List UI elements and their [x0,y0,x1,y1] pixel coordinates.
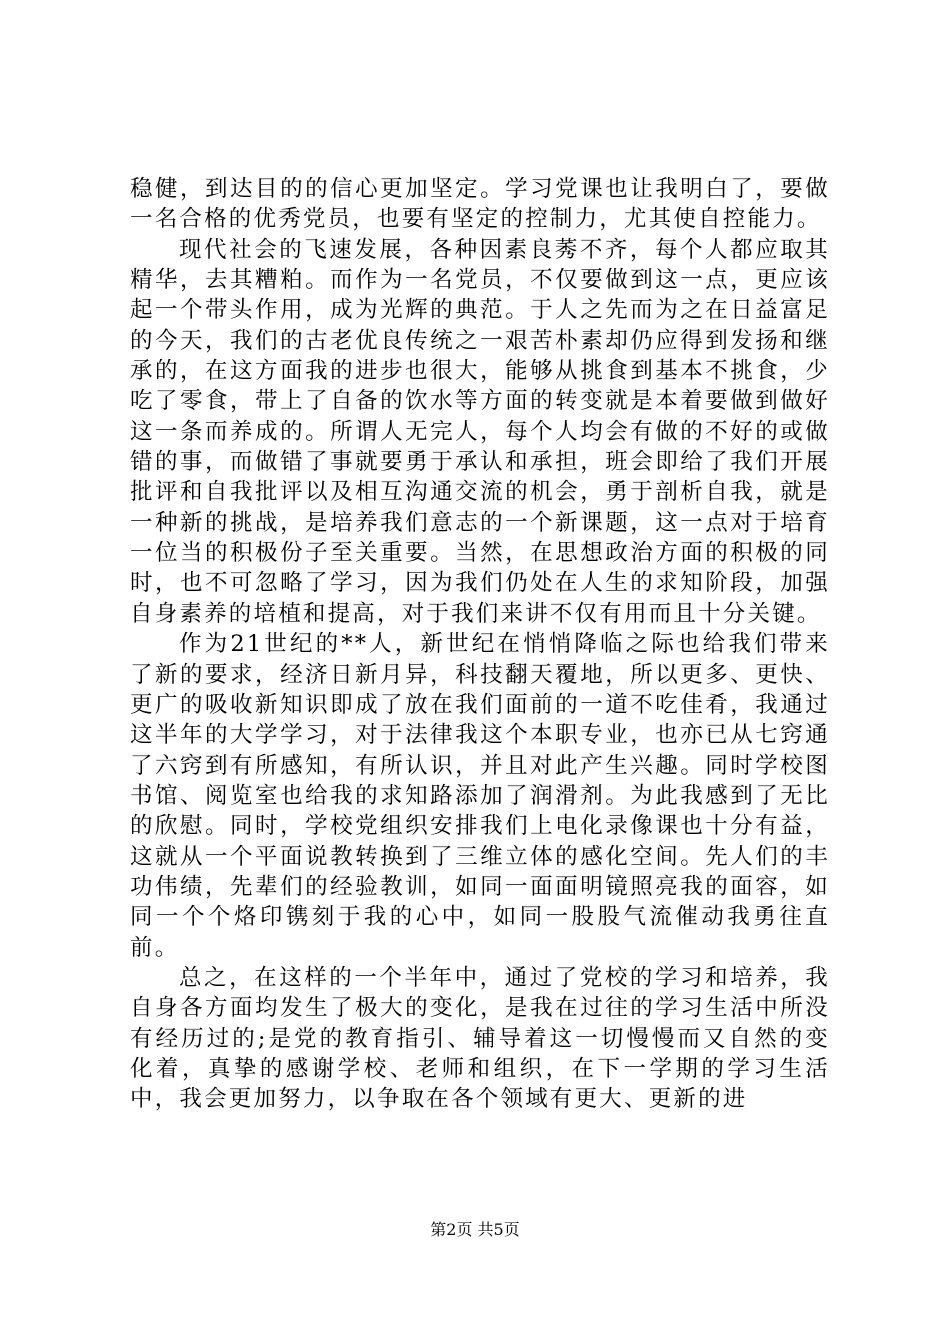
paragraph: 总之，在这样的一个半年中，通过了党校的学习和培养，我自身各方面均发生了极大的变化，是我在过往的学习生活中所没有经历过的;是党的教育指引、辅导着这一切慢慢而又自然的变化着，真挚的感谢学校、老师和组织，在下一学期的学习生活中，我会更加努力，以争取在各个领域有更大、更新的进 [130,964,830,1113]
paragraph-continued: 稳健，到达目的的信心更加坚定。学习党课也让我明白了，要做一名合格的优秀党员，也要有坚定的控制力，尤其使自控能力。 [130,176,830,233]
paragraph: 现代社会的飞速发展，各种因素良莠不齐，每个人都应取其精华，去其糟粕。而作为一名党员，不仅要做到这一点，更应该起一个带头作用，成为光辉的典范。于人之先而为之在日益富足的今天，我们的古老优良传统之一艰苦朴素却仍应得到发扬和继承的，在这方面我的进步也很大，能够从挑食到基本不挑食，少吃了零食，带上了自备的饮水等方面的转变就是本着要做到做好这一条而养成的。所谓人无完人，每个人均会有做的不好的或做错的事，而做错了事就要勇于承认和承担，班会即给了我们开展批评和自我批评以及相互沟通交流的机会，勇于剖析自我，就是一种新的挑战，是培养我们意志的一个新课题，这一点对于培育一位当的积极份子至关重要。当然，在思想政治方面的积极的同时，也不可忽略了学习，因为我们仍处在人生的求知阶段，加强自身素养的培植和提高，对于我们来讲不仅有用而且十分关键。 [130,236,830,627]
body-text [130,174,830,1115]
page-footer: 第2页 共5页 [430,1220,520,1239]
paragraph: 作为21世纪的**人，新世纪在悄悄降临之际也给我们带来了新的要求，经济日新月异，科技翻天覆地，所以更多、更快、更广的吸收新知识即成了放在我们面前的一道不吃佳肴，我通过这半年的大学学习，对于法律我这个本职专业，也亦已从七窍通了六窍到有所感知，有所认识，并且对此产生兴趣。同时学校图书馆、阅览室也给我的求知路添加了润滑剂。为此我感到了无比的欣慰。同时，学校党组织安排我们上电化录像课也十分有益，这就从一个平面说教转换到了三维立体的感化空间。先人们的丰功伟绩，先辈们的经验教训，如同一面面明镜照亮我的面容，如同一个个烙印镌刻于我的心中，如同一股股气流催动我勇往直前。 [130,631,830,961]
